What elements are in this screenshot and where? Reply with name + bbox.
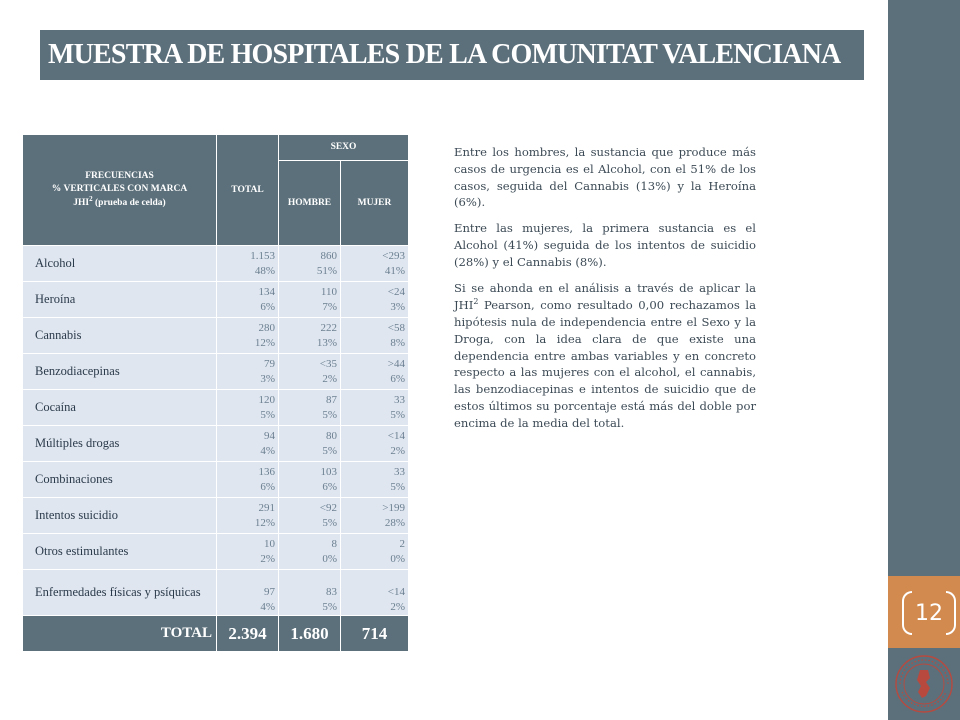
cell-percent: 5% xyxy=(322,408,337,421)
cell-count: 80 xyxy=(326,429,337,442)
cell-percent: 2% xyxy=(390,444,405,457)
cell-hombre xyxy=(279,354,341,390)
row-label: Cocaína xyxy=(23,390,217,426)
cell-count: 291 xyxy=(258,501,275,514)
cell-count: <293 xyxy=(382,249,405,262)
table-row xyxy=(23,318,409,354)
table-row xyxy=(23,282,409,318)
cell-total xyxy=(217,282,279,318)
cell-mujer xyxy=(341,570,409,616)
cell-percent: 41% xyxy=(384,264,405,277)
table-row xyxy=(23,570,409,616)
cell-total xyxy=(217,498,279,534)
total-row-total: 2.394 xyxy=(217,616,279,652)
total-row-mujer: 714 xyxy=(341,616,409,652)
cell-count: 1.153 xyxy=(250,249,275,262)
cell-count: 134 xyxy=(258,285,275,298)
hombre-header: HOMBRE xyxy=(279,161,341,246)
cell-count: 136 xyxy=(258,465,275,478)
row-label: Múltiples drogas xyxy=(23,426,217,462)
cell-mujer xyxy=(341,498,409,534)
total-row-hombre: 1.680 xyxy=(279,616,341,652)
cell-hombre xyxy=(279,534,341,570)
bracket-right xyxy=(946,591,956,635)
sexo-header: SEXO xyxy=(279,135,409,161)
cell-percent: 3% xyxy=(390,300,405,313)
cell-percent: 8% xyxy=(390,336,405,349)
paragraph-hombres: Entre los hombres, la sustancia que produce más casos de urgencia es el Alcohol, con el 51% de los casos, seguida del Cannabis (13%) y la Heroína (6%). xyxy=(454,145,756,210)
cell-percent: 6% xyxy=(260,300,275,313)
cell-percent: 13% xyxy=(316,336,337,349)
cell-total xyxy=(217,570,279,616)
table-body xyxy=(23,246,409,652)
row-label: Otros estimulantes xyxy=(23,534,217,570)
paragraph-analisis-end: Pearson, como resultado 0,00 rechazamos la hipótesis nula de independencia entre el Sexo y la Droga, con la idea clara de que existe una dependencia entre ambas variables y en concreto respecto a las mujeres con el alcohol, el cannabis, las benzodiacepinas e intentos de suicidio que de estos últimos su porcentaje está más del doble por encima de la media del total. xyxy=(454,298,756,430)
paragraph-analisis-start: Si se ahonda en el análisis a través de aplicar la JHI xyxy=(454,280,756,313)
cell-percent: 6% xyxy=(390,372,405,385)
cell-hombre xyxy=(279,462,341,498)
cell-total xyxy=(217,354,279,390)
cell-percent: 6% xyxy=(322,480,337,493)
cell-count: 120 xyxy=(258,393,275,406)
cell-percent: 3% xyxy=(260,372,275,385)
cell-percent: 6% xyxy=(260,480,275,493)
analysis-text xyxy=(454,144,756,441)
cell-hombre xyxy=(279,282,341,318)
cell-mujer xyxy=(341,426,409,462)
cell-percent: 12% xyxy=(254,336,275,349)
cell-percent: 0% xyxy=(390,552,405,565)
cell-count: 103 xyxy=(320,465,337,478)
cell-percent: 5% xyxy=(390,408,405,421)
cell-percent: 51% xyxy=(316,264,337,277)
cell-count: 222 xyxy=(320,321,337,334)
cell-percent: 12% xyxy=(254,516,275,529)
title-bar xyxy=(40,30,864,80)
paragraph-analisis xyxy=(454,280,756,432)
total-row xyxy=(23,616,409,652)
cell-percent: 2% xyxy=(322,372,337,385)
cell-hombre xyxy=(279,318,341,354)
cell-count: 8 xyxy=(331,537,337,550)
cell-percent: 0% xyxy=(322,552,337,565)
slide-number: 12 xyxy=(915,600,943,626)
cell-count: <35 xyxy=(319,357,337,370)
cell-count: <24 xyxy=(387,285,405,298)
cell-percent: 5% xyxy=(322,516,337,529)
cell-hombre xyxy=(279,498,341,534)
bracket-left xyxy=(902,591,912,635)
cell-percent: 28% xyxy=(384,516,405,529)
cell-percent: 5% xyxy=(260,408,275,421)
cell-count: 79 xyxy=(264,357,275,370)
table-row xyxy=(23,534,409,570)
cell-percent: 5% xyxy=(390,480,405,493)
cell-count: 2 xyxy=(399,537,405,550)
mujer-header: MUJER xyxy=(341,161,409,246)
row-label: Benzodiacepinas xyxy=(23,354,217,390)
cell-count: <14 xyxy=(387,586,405,599)
cell-total xyxy=(217,534,279,570)
cell-hombre xyxy=(279,570,341,616)
row-label: Alcohol xyxy=(23,246,217,282)
cell-count: >44 xyxy=(387,357,405,370)
cell-count: 33 xyxy=(394,465,405,478)
cell-mujer xyxy=(341,462,409,498)
cell-count: 87 xyxy=(326,393,337,406)
cell-total xyxy=(217,462,279,498)
cell-count: 94 xyxy=(264,429,275,442)
cell-percent: 5% xyxy=(322,601,337,614)
frequency-table xyxy=(22,134,409,652)
cell-count: >199 xyxy=(382,501,405,514)
table-row xyxy=(23,354,409,390)
cell-mujer xyxy=(341,282,409,318)
cell-total xyxy=(217,318,279,354)
cell-count: 110 xyxy=(320,285,337,298)
cell-hombre xyxy=(279,426,341,462)
cell-mujer xyxy=(341,354,409,390)
cell-percent: 2% xyxy=(260,552,275,565)
slide-number-badge xyxy=(902,591,956,635)
corner-header xyxy=(23,135,217,246)
row-label: Intentos suicidio xyxy=(23,498,217,534)
cell-percent: 4% xyxy=(260,601,275,614)
corner-line-1: FRECUENCIAS xyxy=(85,170,154,181)
cell-percent: 48% xyxy=(254,264,275,277)
table-row xyxy=(23,426,409,462)
row-label: Heroína xyxy=(23,282,217,318)
cell-count: <92 xyxy=(319,501,337,514)
cell-count: 280 xyxy=(258,321,275,334)
cell-percent: 2% xyxy=(390,601,405,614)
paragraph-mujeres: Entre las mujeres, la primera sustancia es el Alcohol (41%) seguida de los intentos de suicidio (28%) y el Cannabis (8%). xyxy=(454,221,756,269)
row-label: Enfermedades físicas y psíquicas xyxy=(23,570,217,616)
table-row xyxy=(23,462,409,498)
corner-line-3-suffix: (prueba de celda) xyxy=(92,198,166,209)
cell-total xyxy=(217,426,279,462)
row-label: Combinaciones xyxy=(23,462,217,498)
corner-line-3-sup: 2 xyxy=(89,195,93,204)
cell-count: 10 xyxy=(264,537,275,550)
cell-percent: 4% xyxy=(260,444,275,457)
cell-hombre xyxy=(279,390,341,426)
corner-line-3-prefix: JHI xyxy=(73,198,90,209)
row-label: Cannabis xyxy=(23,318,217,354)
cell-count: 33 xyxy=(394,393,405,406)
cell-percent: 5% xyxy=(322,444,337,457)
cell-mujer xyxy=(341,390,409,426)
table-row xyxy=(23,498,409,534)
cell-mujer xyxy=(341,318,409,354)
cell-hombre xyxy=(279,246,341,282)
cell-total xyxy=(217,390,279,426)
table-row xyxy=(23,390,409,426)
total-row-label: TOTAL xyxy=(23,616,217,652)
cell-mujer xyxy=(341,246,409,282)
corner-line-2: % VERTICALES CON MARCA xyxy=(51,183,188,194)
table-row xyxy=(23,246,409,282)
cell-mujer xyxy=(341,534,409,570)
generalitat-valenciana-seal-icon xyxy=(890,648,958,716)
page-title: MUESTRA DE HOSPITALES DE LA COMUNITAT VALENCIANA xyxy=(48,39,841,70)
cell-count: 97 xyxy=(264,586,275,599)
cell-count: <14 xyxy=(387,429,405,442)
cell-percent: 7% xyxy=(322,300,337,313)
cell-total xyxy=(217,246,279,282)
total-header: TOTAL xyxy=(217,135,279,246)
cell-count: 83 xyxy=(326,586,337,599)
cell-count: 860 xyxy=(320,249,337,262)
paragraph-analisis-sup: 2 xyxy=(473,297,479,307)
cell-count: <58 xyxy=(387,321,405,334)
